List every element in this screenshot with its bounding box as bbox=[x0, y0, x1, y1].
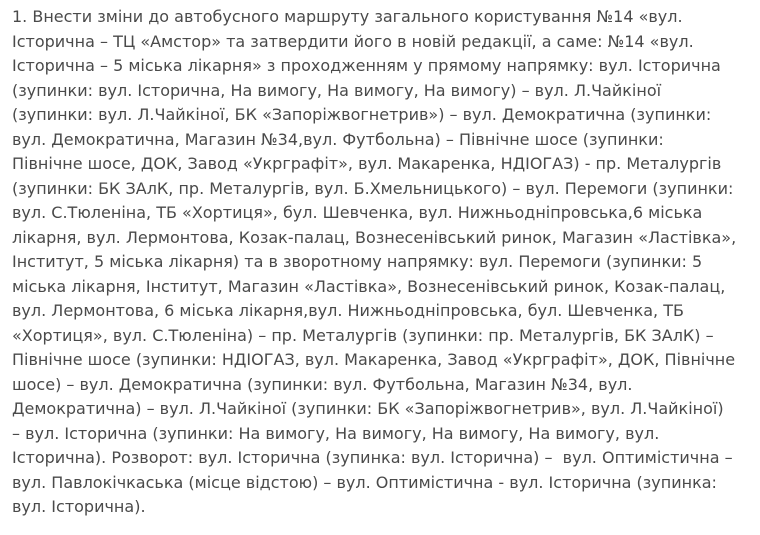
paragraph-line: Північне шосе, ДОК, Завод «Укрграфіт», вул. Макаренка, НДІОГАЗ) - пр. Металургів bbox=[12, 154, 722, 173]
paragraph-line: Демократична) – вул. Л.Чайкіної (зупинки: БК «Запоріжвогнетрив», вул. Л.Чайкіної) bbox=[12, 399, 724, 418]
paragraph-line: Інститут, 5 міська лікарня) та в зворотному напрямку: вул. Перемоги (зупинки: 5 bbox=[12, 252, 703, 271]
paragraph-line: Історична – ТЦ «Амстор» та затвердити його в новій редакції, а саме: №14 «вул. bbox=[12, 31, 694, 51]
document-paragraph bbox=[12, 5, 757, 520]
paragraph-line: «Хортиця», вул. С.Тюленіна) – пр. Металургів (зупинки: пр. Металургів, БК ЗАлК) – bbox=[12, 325, 714, 345]
paragraph-line: Північне шосе (зупинки: НДІОГАЗ, вул. Макаренка, Завод «Укрграфіт», ДОК, Північне bbox=[12, 350, 736, 369]
paragraph-line: (зупинки: БК ЗАлК, пр. Металургів, вул. Б.Хмельницького) – вул. Перемоги (зупинки: bbox=[12, 178, 734, 198]
paragraph-line: – вул. Історична (зупинки: На вимогу, На вимогу, На вимогу, На вимогу, вул. bbox=[12, 423, 660, 443]
paragraph-line: (зупинки: вул. Л.Чайкіної, БК «Запоріжвогнетрив») – вул. Демократична (зупинки: bbox=[12, 105, 712, 124]
paragraph-line: Історична – 5 міська лікарня» з проходженням у прямому напрямку: вул. Історична bbox=[12, 56, 721, 75]
paragraph-line: (зупинки: вул. Історична, На вимогу, На вимогу, На вимогу) – вул. Л.Чайкіної bbox=[12, 80, 662, 100]
paragraph-line: шосе) – вул. Демократична (зупинки: вул. Футбольна, Магазин №34, вул. bbox=[12, 374, 633, 394]
paragraph-line: вул. С.Тюленіна, ТБ «Хортиця», бул. Шевченка, вул. Нижньодніпровська,6 міська bbox=[12, 203, 703, 222]
paragraph-line: лікарня, вул. Лермонтова, Козак-палац, Вознесенівський ринок, Магазин «Ластівка», bbox=[12, 227, 737, 247]
paragraph-line: вул. Демократична, Магазин №34,вул. Футбольна) – Північне шосе (зупинки: bbox=[12, 129, 664, 149]
paragraph-line: 1. Внести зміни до автобусного маршруту загального користування №14 «вул. bbox=[12, 7, 683, 26]
paragraph-line: вул. Павлокічкаська (місце відстою) – вул. Оптимістична - вул. Історична (зупинка: bbox=[12, 472, 717, 492]
paragraph-line: Історична). Розворот: вул. Історична (зупинка: вул. Історична) – вул. Оптимістична – bbox=[12, 448, 733, 467]
paragraph-line: вул. Історична). bbox=[12, 497, 146, 516]
paragraph-line: вул. Лермонтова, 6 міська лікарня,вул. Нижньодніпровська, бул. Шевченка, ТБ bbox=[12, 301, 684, 320]
paragraph-line: міська лікарня, Інститут, Магазин «Ластівка», Вознесенівський ринок, Козак-палац, bbox=[12, 276, 726, 296]
